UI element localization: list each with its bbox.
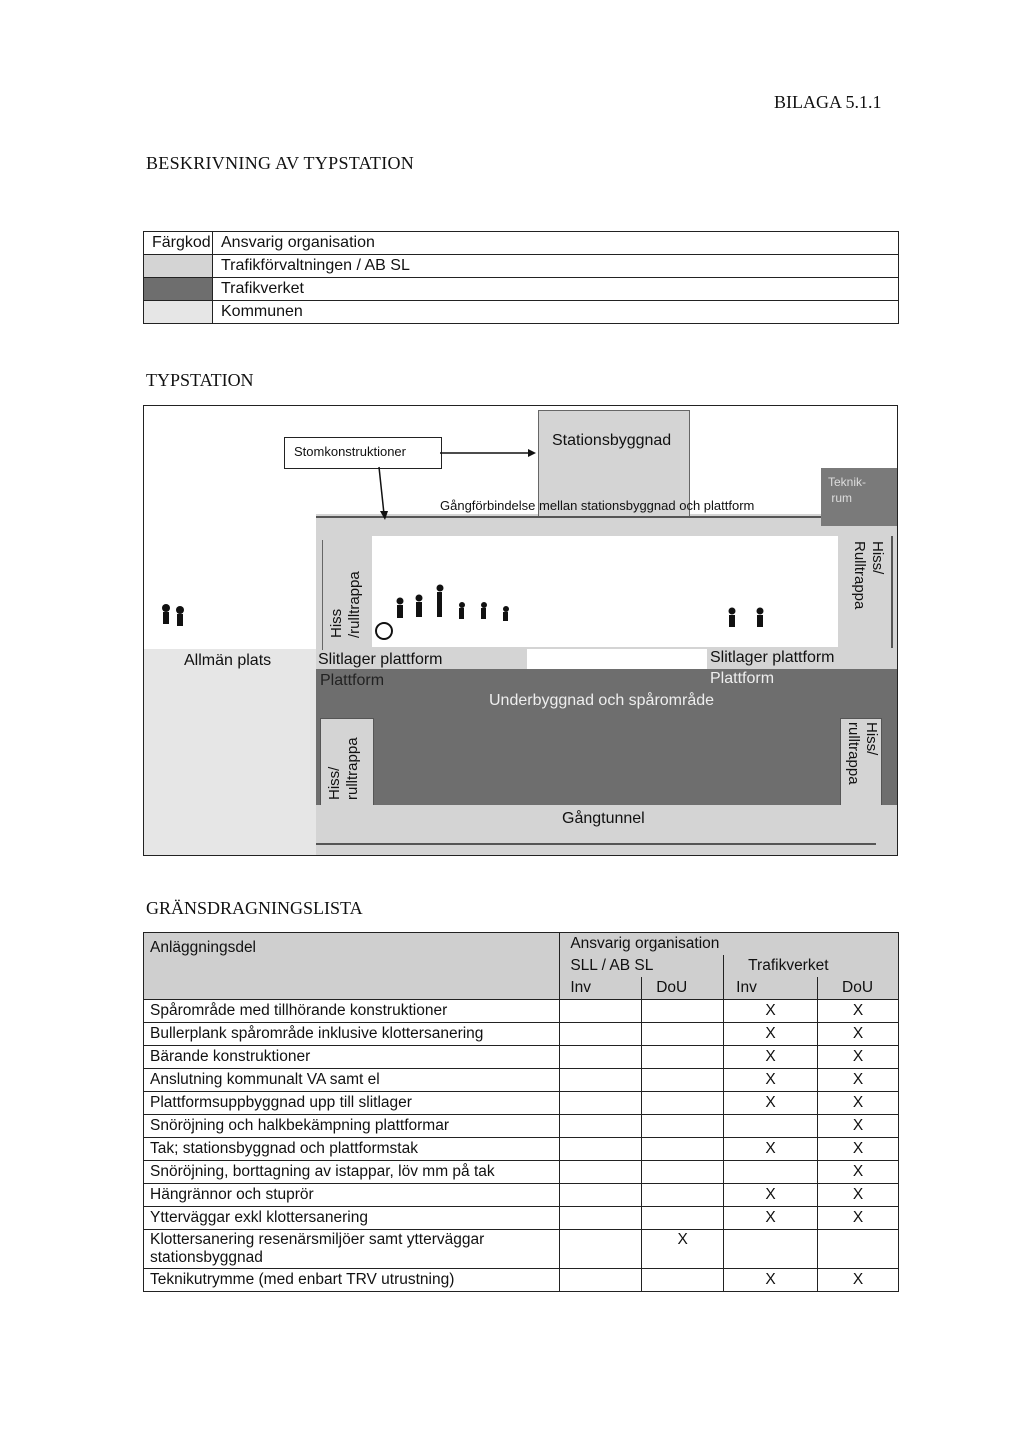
- value-cell: [642, 1069, 724, 1092]
- color-key-col-header: Färgkod: [144, 232, 213, 255]
- table-row: [144, 1207, 899, 1230]
- value-cell: [642, 1138, 724, 1161]
- sub-header: DoU: [642, 977, 724, 1000]
- color-key-row: [144, 278, 899, 301]
- wheelchair-icon: [376, 623, 392, 639]
- value-cell: [560, 1115, 642, 1138]
- value-cell: X: [724, 1138, 818, 1161]
- part-cell: Bärande konstruktioner: [144, 1046, 560, 1069]
- value-cell: [560, 1161, 642, 1184]
- color-key-label: Kommunen: [213, 301, 899, 324]
- value-cell: X: [818, 1138, 899, 1161]
- value-cell: [560, 1046, 642, 1069]
- value-cell: [724, 1115, 818, 1138]
- org1-header: SLL / AB SL: [560, 955, 724, 977]
- value-cell: [560, 1207, 642, 1230]
- right-wear-layer-label: Slitlager plattform: [710, 649, 835, 666]
- color-key-row: [144, 255, 899, 278]
- value-cell: X: [724, 1046, 818, 1069]
- right-lower-lift-label: Hiss/ rulltrappa: [845, 722, 880, 785]
- color-key-label: Trafikförvaltningen / AB SL: [213, 255, 899, 278]
- responsibility-list-heading: GRÄNSDRAGNINGSLISTA: [146, 898, 363, 918]
- color-swatch: [144, 255, 213, 278]
- arrow-to-structure: [379, 467, 384, 514]
- color-swatch: [144, 278, 213, 301]
- part-cell: Plattformsuppbyggnad upp till slitlager: [144, 1092, 560, 1115]
- value-cell: [642, 1092, 724, 1115]
- value-cell: [560, 1023, 642, 1046]
- value-cell: [642, 1184, 724, 1207]
- value-cell: [642, 1269, 724, 1292]
- value-cell: X: [818, 1207, 899, 1230]
- left-platform-label: Plattform: [320, 672, 385, 689]
- typstation-heading: TYPSTATION: [146, 370, 254, 390]
- org2-header: Trafikverket: [724, 955, 899, 977]
- value-cell: X: [818, 1161, 899, 1184]
- value-cell: X: [818, 1269, 899, 1292]
- part-cell: Snöröjning, borttagning av istappar, löv mm på tak: [144, 1161, 560, 1184]
- part-cell: Ytterväggar exkl klottersanering: [144, 1207, 560, 1230]
- value-cell: X: [818, 1046, 899, 1069]
- value-cell: X: [724, 1092, 818, 1115]
- value-cell: X: [724, 1000, 818, 1023]
- table-row: [144, 1184, 899, 1207]
- table-row: [144, 1230, 899, 1269]
- value-cell: X: [818, 1092, 899, 1115]
- value-cell: [560, 1069, 642, 1092]
- org-col-header: Ansvarig organisation: [560, 933, 899, 956]
- part-col-header: Anläggningsdel: [144, 933, 560, 1000]
- value-cell: X: [724, 1184, 818, 1207]
- value-cell: [642, 1115, 724, 1138]
- public-area-label: Allmän plats: [184, 652, 272, 669]
- arrow-head-structure: [380, 511, 388, 520]
- value-cell: [560, 1269, 642, 1292]
- station-diagram: [143, 405, 898, 856]
- table-row: [144, 1138, 899, 1161]
- document-title: BESKRIVNING AV TYPSTATION: [146, 153, 415, 173]
- callout-label: Stomkonstruktioner: [294, 444, 406, 459]
- value-cell: X: [724, 1269, 818, 1292]
- part-cell: Anslutning kommunalt VA samt el: [144, 1069, 560, 1092]
- value-cell: X: [818, 1069, 899, 1092]
- part-cell: Tak; stationsbyggnad och plattformstak: [144, 1138, 560, 1161]
- table-row: [144, 1092, 899, 1115]
- value-cell: X: [724, 1207, 818, 1230]
- sub-header: Inv: [560, 977, 642, 1000]
- part-cell: Bullerplank spårområde inklusive klottersanering: [144, 1023, 560, 1046]
- diagram-arrows: [144, 406, 897, 855]
- value-cell: X: [818, 1023, 899, 1046]
- part-cell: Snöröjning och halkbekämpning plattformar: [144, 1115, 560, 1138]
- value-cell: X: [724, 1023, 818, 1046]
- value-cell: [560, 1000, 642, 1023]
- value-cell: X: [818, 1115, 899, 1138]
- color-key-table: [143, 231, 899, 324]
- value-cell: [724, 1230, 818, 1269]
- sub-header: Inv: [724, 977, 818, 1000]
- walkway-label: Gångförbindelse mellan stationsbyggnad och plattform: [440, 498, 755, 513]
- technical-room-label: Teknik- rum: [828, 475, 867, 505]
- left-wear-layer-label: Slitlager plattform: [318, 651, 443, 668]
- sub-header: DoU: [818, 977, 899, 1000]
- color-key-header-row: [144, 232, 899, 255]
- value-cell: [560, 1184, 642, 1207]
- value-cell: X: [818, 1184, 899, 1207]
- value-cell: [642, 1046, 724, 1069]
- color-key-label: Trafikverket: [213, 278, 899, 301]
- value-cell: [560, 1230, 642, 1269]
- table-row: [144, 1023, 899, 1046]
- value-cell: [818, 1230, 899, 1269]
- part-cell: Spårområde med tillhörande konstruktioner: [144, 1000, 560, 1023]
- org-col-header: Ansvarig organisation: [213, 232, 899, 255]
- table-row: [144, 1046, 899, 1069]
- people-figures-icon: [162, 585, 764, 628]
- part-cell: Teknikutrymme (med enbart TRV utrustning): [144, 1269, 560, 1292]
- part-cell: Hängrännor och stuprör: [144, 1184, 560, 1207]
- right-upper-lift-label: Hiss/ Rulltrappa: [851, 541, 886, 610]
- table-row: [144, 1069, 899, 1092]
- table-row: [144, 1115, 899, 1138]
- value-cell: [642, 1023, 724, 1046]
- value-cell: [724, 1161, 818, 1184]
- left-lower-lift-label: Hiss/ rulltrappa: [326, 737, 361, 800]
- part-cell: Klottersanering resenärsmiljöer samt ytterväggar stationsbyggnad: [144, 1230, 560, 1269]
- value-cell: X: [642, 1230, 724, 1269]
- table-row: [144, 1000, 899, 1023]
- value-cell: [642, 1000, 724, 1023]
- annex-number: BILAGA 5.1.1: [774, 92, 882, 112]
- color-key-row: [144, 301, 899, 324]
- arrow-head-building: [528, 449, 536, 457]
- table-header-row: [144, 933, 899, 956]
- table-row: [144, 1161, 899, 1184]
- color-swatch: [144, 301, 213, 324]
- right-platform-label: Plattform: [710, 670, 775, 687]
- value-cell: X: [818, 1000, 899, 1023]
- responsibility-table: [143, 932, 899, 1292]
- value-cell: [560, 1092, 642, 1115]
- value-cell: [642, 1207, 724, 1230]
- table-row: [144, 1269, 899, 1292]
- station-building-label: Stationsbyggnad: [552, 432, 672, 449]
- value-cell: [642, 1161, 724, 1184]
- left-upper-lift-label: Hiss /rulltrappa: [328, 571, 363, 638]
- value-cell: [560, 1138, 642, 1161]
- value-cell: X: [724, 1069, 818, 1092]
- substructure-label: Underbyggnad och spårområde: [489, 692, 715, 709]
- walking-tunnel-label: Gångtunnel: [562, 810, 645, 827]
